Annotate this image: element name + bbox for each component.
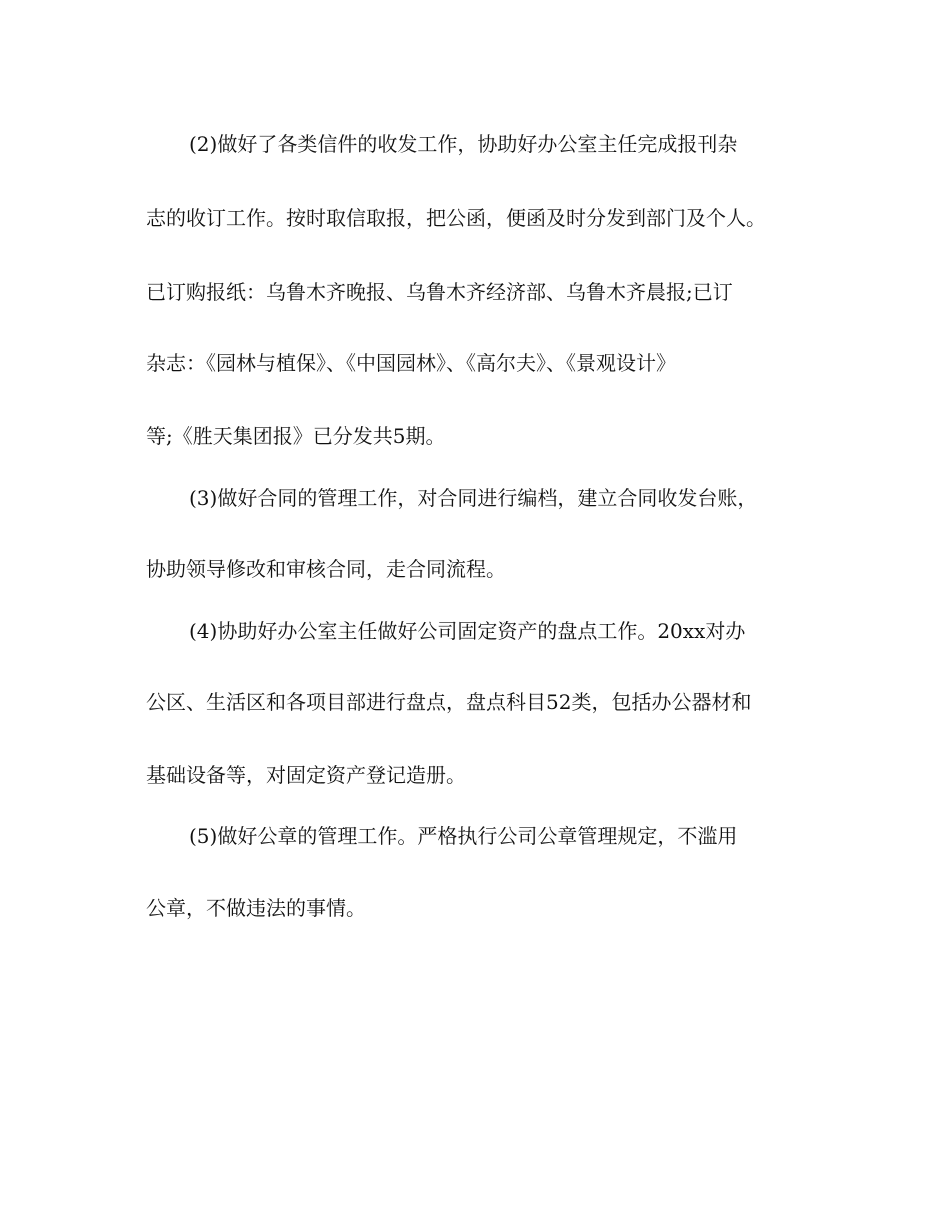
paragraph-1-line-4 <box>0 348 950 378</box>
paragraph-3-line-3 <box>0 760 950 790</box>
paragraph-text: (5)做好公章的管理工作。严格执行公司公章管理规定，不滥用 <box>189 824 738 848</box>
paragraph-3-line-1 <box>0 616 950 646</box>
paragraph-text: (4)协助好办公室主任做好公司固定资产的盘点工作。20xx对办 <box>189 619 746 643</box>
paragraph-text: 等;《胜天集团报》已分发共5期。 <box>146 424 446 448</box>
paragraph-text: 基础设备等，对固定资产登记造册。 <box>146 763 466 787</box>
paragraph-1-line-2 <box>0 203 950 233</box>
paragraph-text: 已订购报纸：乌鲁木齐晚报、乌鲁木齐经济部、乌鲁木齐晨报;已订 <box>146 280 733 304</box>
paragraph-4-line-2 <box>0 893 950 923</box>
paragraph-text: 公区、生活区和各项目部进行盘点，盘点科目52类，包括办公器材和 <box>146 690 752 714</box>
paragraph-text: 杂志：《园林与植保》、《中国园林》、《高尔夫》、《景观设计》 <box>146 351 676 375</box>
paragraph-text: 公章，不做违法的事情。 <box>146 896 366 920</box>
paragraph-1-line-5 <box>0 421 950 451</box>
paragraph-4-line-1 <box>0 821 950 851</box>
paragraph-1-line-1 <box>0 129 950 159</box>
paragraph-2-line-1 <box>0 483 950 513</box>
paragraph-2-line-2 <box>0 554 950 584</box>
paragraph-text: 协助领导修改和审核合同，走合同流程。 <box>146 557 506 581</box>
paragraph-1-line-3 <box>0 277 950 307</box>
paragraph-text: (3)做好合同的管理工作，对合同进行编档，建立合同收发台账， <box>189 486 758 510</box>
paragraph-text: 志的收订工作。按时取信取报，把公函，便函及时分发到部门及个人。 <box>146 206 766 230</box>
paragraph-3-line-2 <box>0 687 950 717</box>
paragraph-text: (2)做好了各类信件的收发工作，协助好办公室主任完成报刊杂 <box>189 132 738 156</box>
